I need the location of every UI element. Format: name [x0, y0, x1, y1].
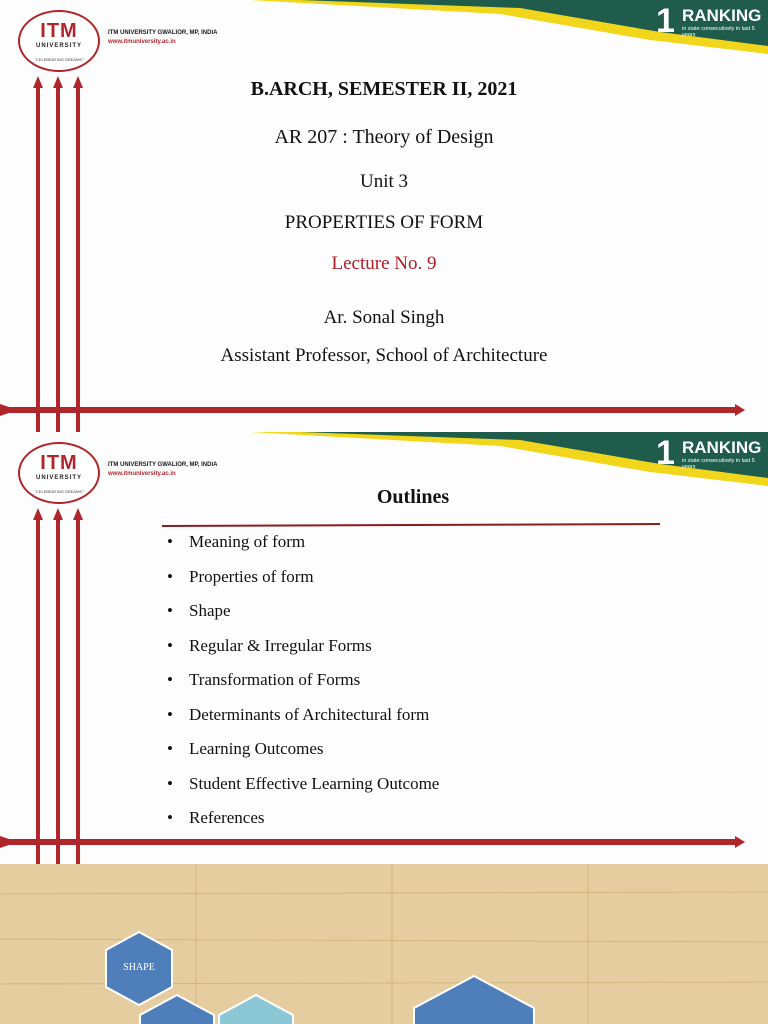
- title-underline: [162, 524, 660, 526]
- bullet: •: [167, 704, 173, 724]
- course-line: B.ARCH, SEMESTER II, 2021: [250, 78, 518, 100]
- slide-title: [0, 0, 768, 432]
- instructor-name: Ar. Sonal Singh: [323, 307, 445, 328]
- itm-logo: [18, 10, 100, 72]
- logo-university: UNIVERSITY: [35, 43, 82, 49]
- hex-label-shape: SHAPE: [123, 962, 155, 973]
- logo-tagline: "CELEBRATING DREAMS": [34, 57, 84, 62]
- outline-list: [165, 532, 439, 843]
- bullet: •: [167, 601, 173, 620]
- divider-arrow: [735, 404, 745, 416]
- outline-item-label: Transformation of Forms: [189, 670, 361, 689]
- outline-item-label: Student Effective Learning Outcome: [189, 773, 440, 793]
- list-item: [165, 636, 439, 671]
- pillar-arrows: [33, 508, 83, 864]
- ranking-word: RANKING: [682, 6, 762, 25]
- ranking-subtext: in state consecutively in last 5 years: [682, 26, 755, 38]
- outline-item-label: References: [189, 808, 265, 827]
- list-item: [165, 808, 439, 843]
- list-item: [165, 670, 439, 705]
- bullet: •: [167, 635, 173, 655]
- bullet: •: [167, 566, 173, 586]
- list-item: [165, 705, 439, 740]
- lecture-line: Lecture No. 9: [331, 253, 437, 274]
- university-name: ITM UNIVERSITY GWALIOR, MP, INDIA: [108, 30, 218, 36]
- university-website: www.itmuniversity.ac.in: [108, 39, 176, 45]
- outline-item-label: Shape: [189, 601, 231, 620]
- logo-text: ITM: [40, 20, 78, 42]
- logo-tagline: "CELEBRATING DREAMS": [34, 489, 84, 494]
- bullet: •: [167, 670, 173, 689]
- university-name: ITM UNIVERSITY GWALIOR, MP, INDIA: [108, 462, 218, 468]
- bullet: •: [167, 773, 173, 793]
- outline-item-label: Determinants of Architectural form: [189, 704, 430, 724]
- ranking-number: 1: [656, 434, 675, 472]
- bullet: •: [167, 739, 173, 758]
- logo-university: UNIVERSITY: [35, 475, 82, 481]
- outline-item-label: Regular & Irregular Forms: [189, 635, 372, 655]
- divider-tail: [0, 836, 18, 848]
- university-website: www.itmuniversity.ac.in: [108, 471, 176, 477]
- outline-item-label: Learning Outcomes: [189, 739, 324, 758]
- outline-item-label: Properties of form: [189, 566, 314, 586]
- list-item: [165, 774, 439, 809]
- bullet: •: [167, 808, 173, 827]
- slide-outlines: [0, 432, 768, 864]
- list-item: [165, 532, 439, 567]
- list-item: [165, 601, 439, 636]
- outline-item-label: Meaning of form: [189, 532, 306, 551]
- bullet: •: [167, 532, 173, 551]
- slide-decoration: [0, 864, 768, 1024]
- list-item: [165, 567, 439, 602]
- ranking-number: 1: [656, 2, 675, 40]
- logo-text: ITM: [40, 452, 78, 474]
- slide-shape: [0, 864, 768, 1024]
- hex-lower-mid: [219, 995, 293, 1024]
- outlines-title: Outlines: [376, 486, 450, 508]
- ranking-subtext: in state consecutively in last 5 years: [682, 458, 755, 470]
- ranking-word: RANKING: [682, 438, 762, 457]
- instructor-designation: Assistant Professor, School of Architecture: [220, 345, 548, 366]
- list-item: [165, 739, 439, 774]
- unit-line: Unit 3: [359, 171, 409, 192]
- divider-tail: [0, 404, 18, 416]
- subject-line: AR 207 : Theory of Design: [274, 126, 494, 148]
- divider-arrow: [735, 836, 745, 848]
- topic-line: PROPERTIES OF FORM: [284, 212, 484, 233]
